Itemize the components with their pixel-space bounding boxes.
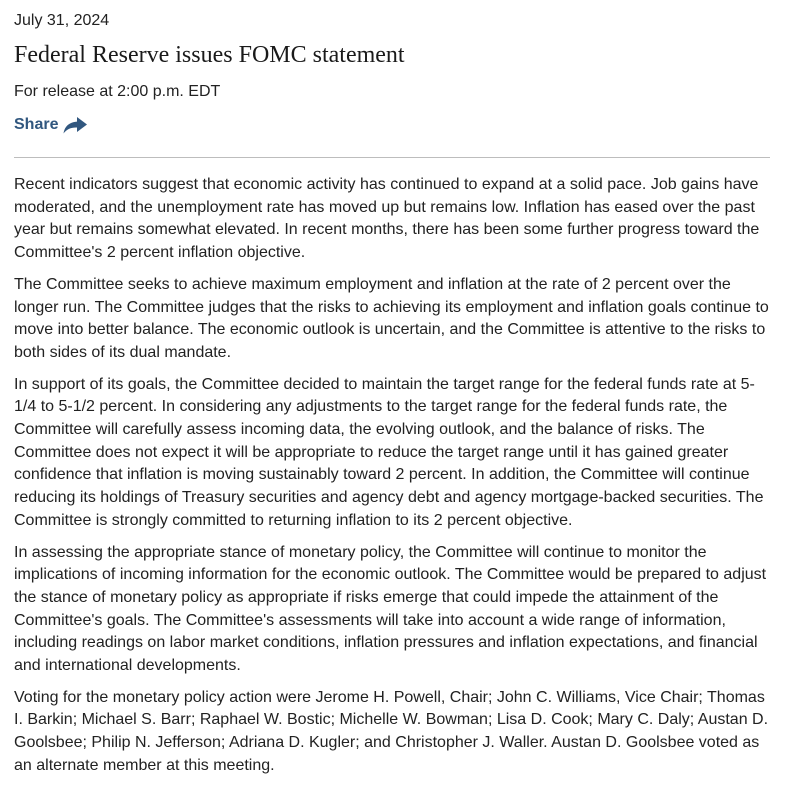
divider — [14, 157, 770, 158]
paragraph: In support of its goals, the Committee decided to maintain the target range for the federal funds rate at 5-1/4 to 5-1/2 percent. In considering any adjustments to the target range for the federal funds rate, the Committee will carefully assess incoming data, the evolving outlook, and the balance of risks. The Committee does not expect it will be appropriate to reduce the target range until it has gained greater confidence that inflation is moving sustainably toward 2 percent. In addition, the Committee will continue reducing its holdings of Treasury securities and agency debt and agency mortgage-backed securities. The Committee is strongly committed to returning inflation to its 2 percent objective. — [14, 375, 764, 529]
paragraph: The Committee seeks to achieve maximum employment and inflation at the rate of 2 percent over the longer run. The Committee judges that the risks to achieving its employment and inflation goals continue to move into better balance. The economic outlook is uncertain, and the Committee is attentive to the risks to both sides of its dual mandate. — [14, 275, 769, 361]
release-date: July 31, 2024 — [14, 12, 110, 29]
page-title: Federal Reserve issues FOMC statement — [14, 42, 405, 68]
paragraph: Voting for the monetary policy action were Jerome H. Powell, Chair; John C. Williams, Vice Chair; Thomas I. Barkin; Michael S. Barr; Raphael W. Bostic; Michelle W. Bowman; Lisa D. Cook; Mary C. Daly; Austan D. Goolsbee; Philip N. Jefferson; Adriana D. Kugler; and Christopher J. Waller. Austan D. Goolsbee voted as an alternate member at this meeting. — [14, 688, 769, 774]
paragraph: Recent indicators suggest that economic activity has continued to expand at a solid pace. Job gains have moderated, and the unemployment rate has moved up but remains low. Inflation has eased over the past year but remains somewhat elevated. In recent months, there has been some further progress toward the Committee's 2 percent inflation objective. — [14, 176, 760, 262]
statement-body — [14, 174, 770, 787]
share-arrow-icon — [62, 115, 88, 135]
release-time: For release at 2:00 p.m. EDT — [14, 83, 221, 100]
paragraph: In assessing the appropriate stance of monetary policy, the Committee will continue to monitor the implications of incoming information for the economic outlook. The Committee would be prepared to adjust the stance of monetary policy as appropriate if risks emerge that could impede the attainment of the Committee's goals. The Committee's assessments will take into account a wide range of information, including readings on labor market conditions, inflation pressures and inflation expectations, and financial and international developments. — [14, 543, 767, 675]
share-label: Share — [14, 116, 59, 133]
share-button[interactable] — [14, 115, 88, 135]
